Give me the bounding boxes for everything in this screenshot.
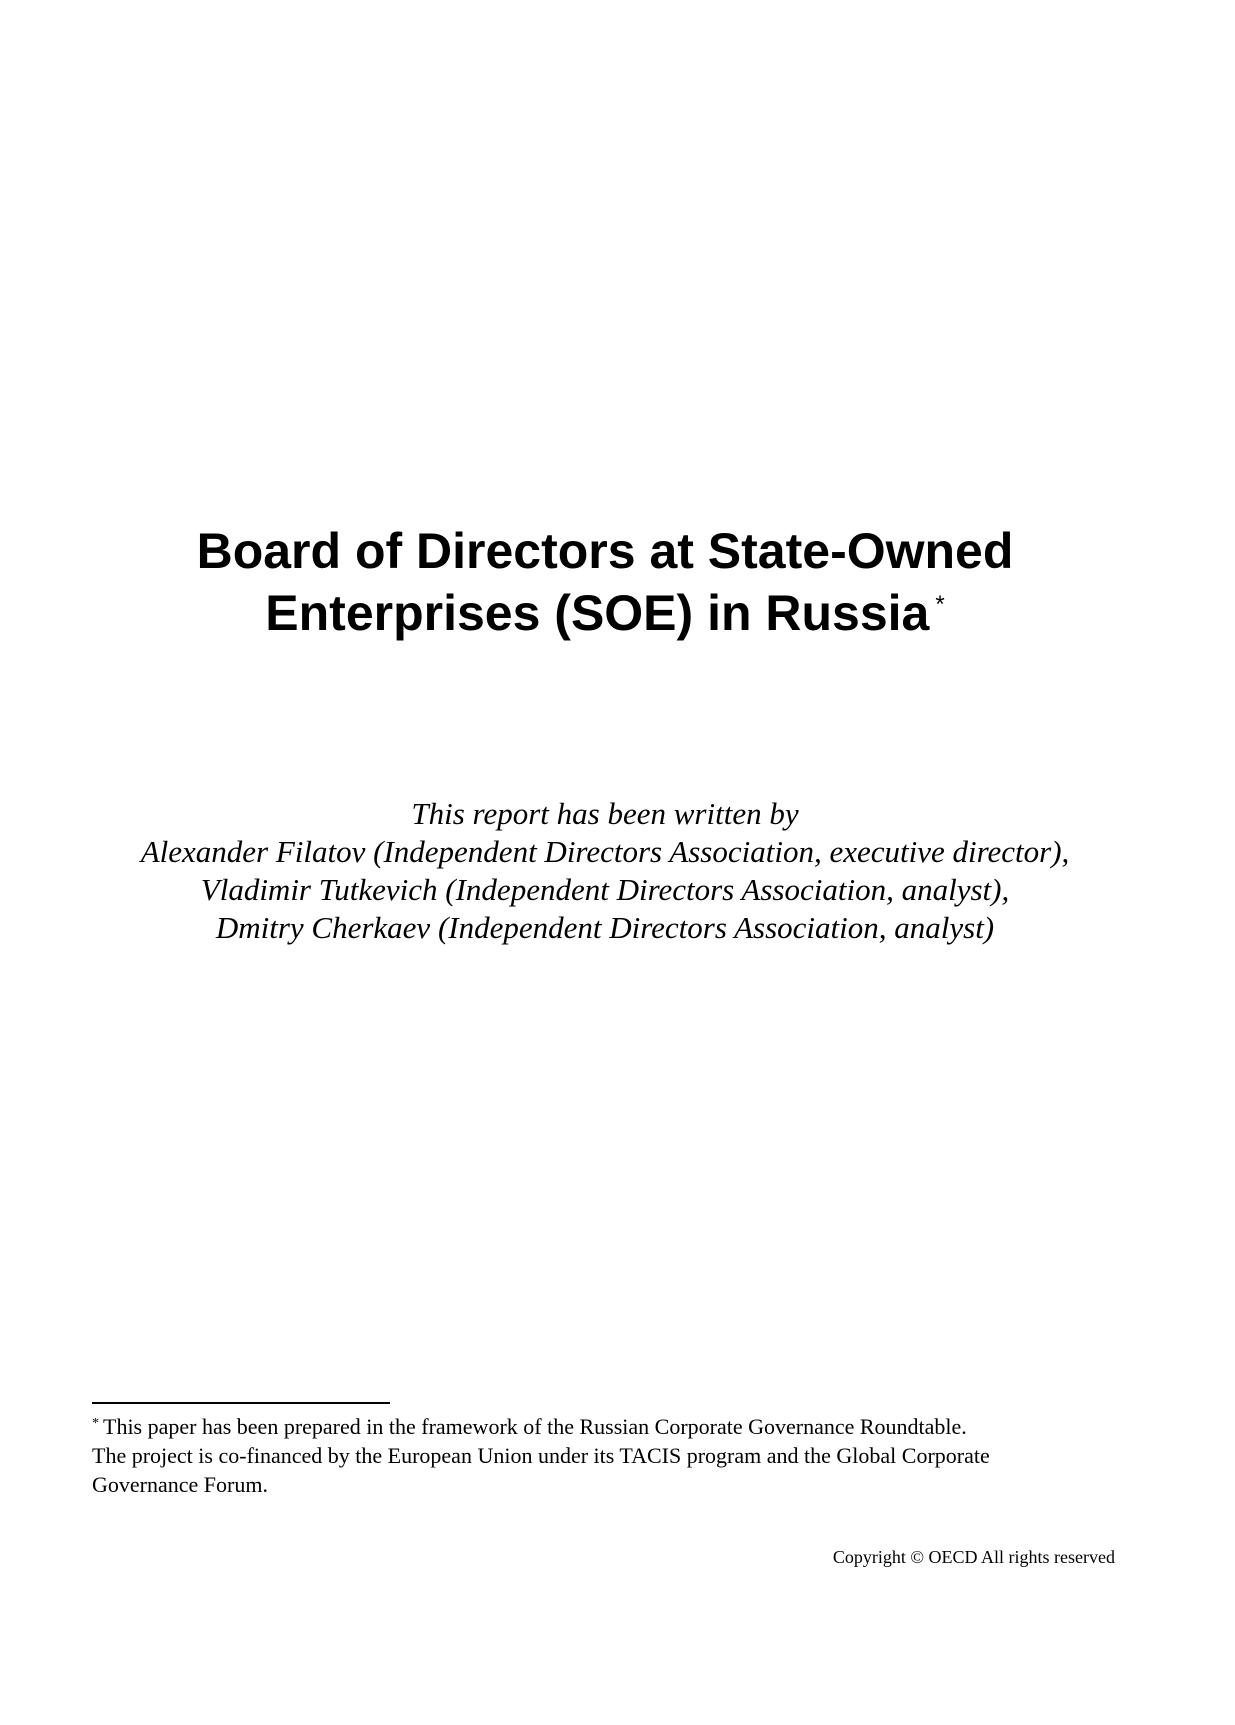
title-line-1: Board of Directors at State-Owned xyxy=(196,523,1014,579)
footnote-line-3: Governance Forum. xyxy=(92,1472,268,1497)
authors-block xyxy=(0,795,1210,947)
footnote-marker: * xyxy=(92,1416,99,1431)
author-line-1: Alexander Filatov (Independent Directors Association, executive director), xyxy=(140,834,1070,869)
title-line-2 xyxy=(0,582,1210,644)
author-line-3: Dmitry Cherkaev (Independent Directors Association, analyst) xyxy=(215,910,995,945)
footnote xyxy=(92,1412,1152,1499)
author-line-2: Vladimir Tutkevich (Independent Directors Association, analyst), xyxy=(200,872,1010,907)
title-footnote-marker: * xyxy=(935,591,945,618)
footnote-line-1 xyxy=(92,1412,1152,1441)
footnote-line-2: The project is co-financed by the European Union under its TACIS program and the Global Corporate xyxy=(92,1443,990,1468)
authors-intro: This report has been written by xyxy=(411,796,799,831)
copyright-notice: Copyright © OECD All rights reserved xyxy=(832,1547,1115,1567)
footnote-line-1-text: This paper has been prepared in the framework of the Russian Corporate Governance Roundtable. xyxy=(103,1414,967,1439)
document-title xyxy=(0,520,1210,644)
title-line-2-text: Enterprises (SOE) in Russia xyxy=(265,585,930,641)
footnote-divider xyxy=(92,1402,390,1404)
